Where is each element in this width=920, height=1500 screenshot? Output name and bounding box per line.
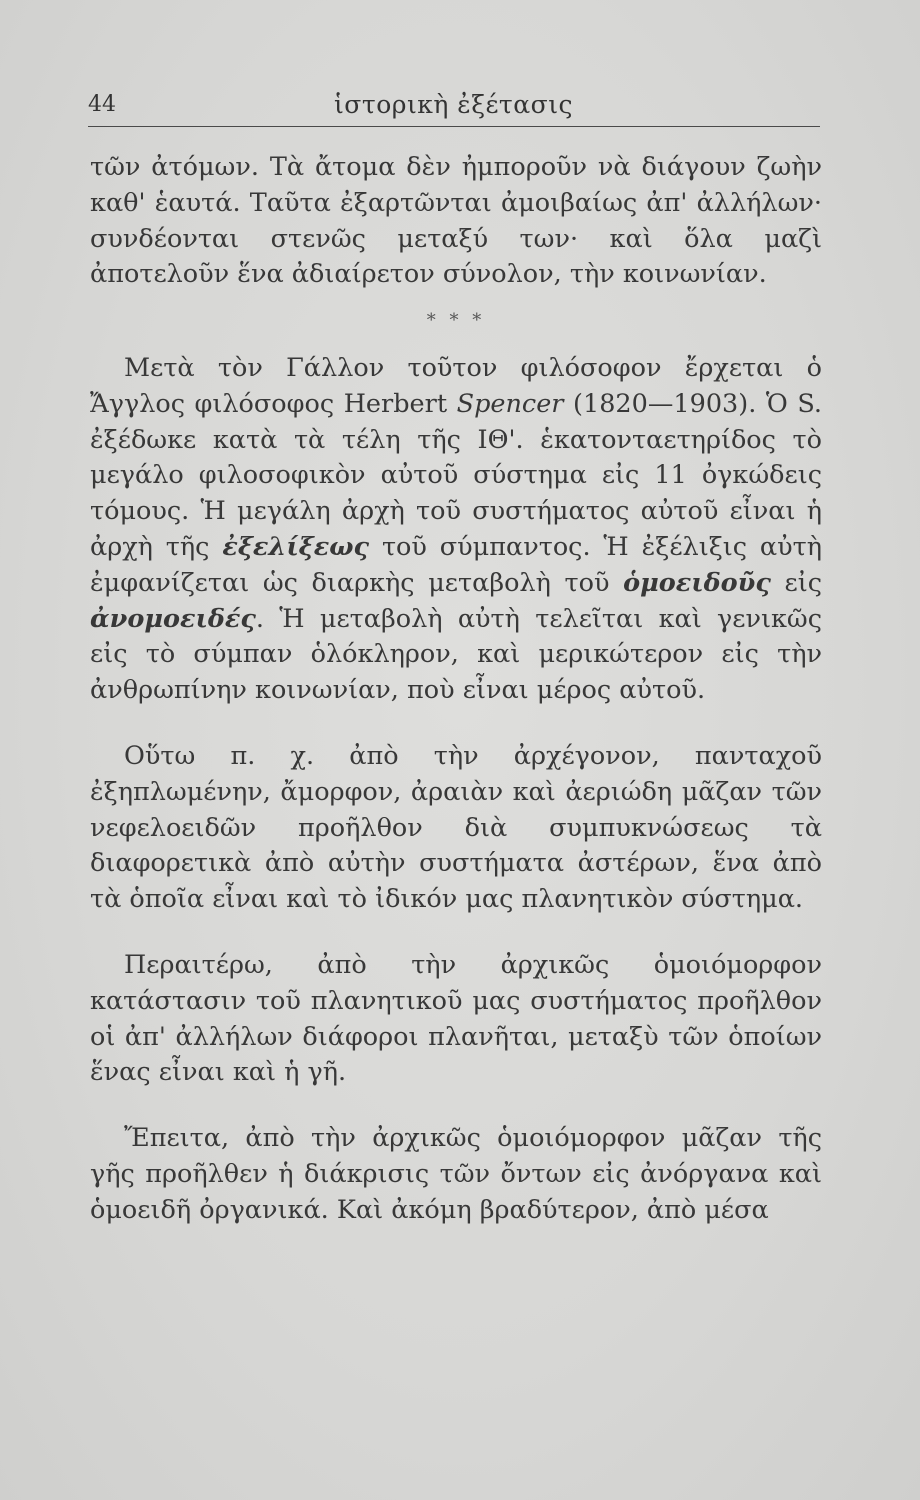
body-text bbox=[90, 150, 822, 1229]
paragraph-2 bbox=[90, 351, 822, 709]
emphasis-exelixeos: ἐξελίξεως bbox=[222, 531, 370, 562]
paragraph-2-text-e: τοῦ σύμπαντος. Ἡ ἐξέλιξις αὐτὴ ἐμφανίζεται ὡς διαρκὴς μεταβολὴ τοῦ bbox=[90, 531, 822, 598]
paragraph-2-text-i: . Ἡ μεταβολὴ αὐτὴ τελεῖται καὶ γενικῶς εἰς τὸ σύμπαν ὁλόκληρον, καὶ μερικώτερον εἰς τὴν ἀνθρωπίνην κοινωνίαν, ποὺ εἶναι μέρος αὐτοῦ. bbox=[90, 603, 822, 706]
page-number: 44 bbox=[88, 92, 116, 117]
emphasis-spencer: Spencer bbox=[456, 388, 564, 419]
paragraph-2-text-g: εἰς bbox=[770, 567, 822, 598]
paragraph-4: Περαιτέρω, ἀπὸ τὴν ἀρχικῶς ὁμοιόμορφον κατάστασιν τοῦ πλανητικοῦ μας συστήματος προῆλθον οἱ ἀπ' ἀλλήλων διάφοροι πλανῆται, μεταξὺ τῶν ὁποίων ἕνας εἶναι καὶ ἡ γῆ. bbox=[90, 949, 822, 1088]
emphasis-omoeidous: ὁμοειδοῦς bbox=[623, 567, 771, 598]
paragraph-1: τῶν ἀτόμων. Τὰ ἄτομα δὲν ἠμποροῦν νὰ διάγουν ζωὴν καθ' ἑαυτά. Ταῦτα ἐξαρτῶνται ἀμοιβαίως ἀπ' ἀλλήλων· συνδέονται στενῶς μεταξύ των· καὶ ὅλα μαζὶ ἀποτελοῦν ἕνα ἀδιαίρετον σύνολον, τὴν κοινωνίαν. bbox=[90, 152, 822, 290]
section-separator: * * * bbox=[426, 310, 486, 332]
emphasis-anomoeides: ἀνομοειδές bbox=[90, 603, 256, 634]
paragraph-2-text-c: (1820—1903). Ὁ S. ἐξέδωκε κατὰ τὰ τέλη τῆς ΙΘ'. ἑκατονταετηρίδος τὸ μεγάλο φιλοσοφικὸν αὐτοῦ σύστημα εἰς 11 ὀγκώδεις τόμους. Ἡ μεγάλη ἀρχὴ τοῦ συστήματος αὐτοῦ εἶναι ἡ ἀρχὴ τῆς bbox=[90, 388, 822, 562]
paragraph-5: Ἔπειτα, ἀπὸ τὴν ἀρχικῶς ὁμοιόμορφον μᾶζαν τῆς γῆς προῆλθεν ἡ διάκρισις τῶν ὄντων εἰς ἀνόργανα καὶ ὁμοειδῆ ὀργανικά. Καὶ ἀκόμη βραδύτερον, ἀπὸ μέσα bbox=[90, 1123, 822, 1225]
paragraph-2-text-a: Μετὰ τὸν Γάλλον τοῦτον φιλόσοφον ἔρχεται ὁ Ἄγγλος φιλόσοφος Herbert bbox=[90, 352, 822, 419]
paragraph-3: Οὕτω π. χ. ἀπὸ τὴν ἀρχέγονον, πανταχοῦ ἐξηπλωμένην, ἄμορφον, ἀραιὰν καὶ ἀεριώδη μᾶζαν τῶν νεφελοειδῶν προῆλθον διὰ συμπυκνώσεως τὰ διαφορετικὰ ἀπὸ αὐτὴν συστήματα ἀστέρων, ἕνα ἀπὸ τὰ ὁποῖα εἶναι καὶ τὸ ἰδικόν μας πλανητικὸν σύστημα. bbox=[90, 740, 822, 915]
running-title: ἱστορικὴ ἐξέτασις bbox=[334, 90, 574, 119]
page-header bbox=[88, 86, 820, 127]
